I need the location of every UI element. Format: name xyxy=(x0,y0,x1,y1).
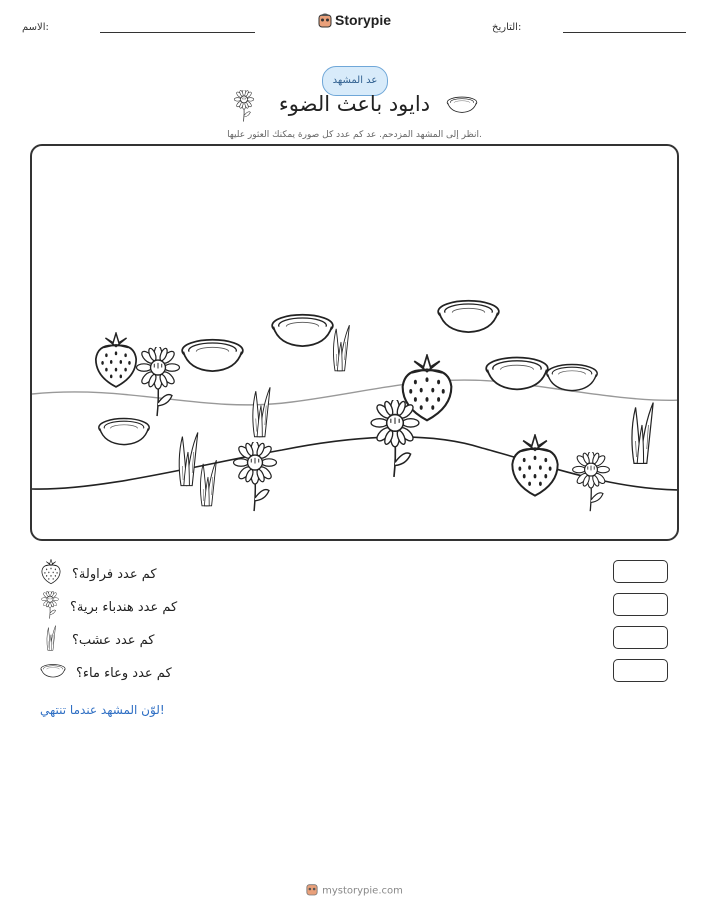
grass[interactable] xyxy=(253,387,270,436)
question-text: كم عدد عشب؟ xyxy=(72,632,155,648)
dandelion[interactable] xyxy=(371,399,419,477)
grass[interactable] xyxy=(632,403,653,464)
dandelion-icon xyxy=(40,591,60,623)
water-bowl-icon xyxy=(40,663,66,683)
storypie-logo-icon xyxy=(306,882,318,899)
grass[interactable] xyxy=(200,460,216,506)
date-line[interactable] xyxy=(563,32,686,33)
dandelion[interactable] xyxy=(573,451,610,511)
water-bowl[interactable] xyxy=(272,315,333,346)
question-row-water-bowl xyxy=(40,660,340,686)
date-label: التاريخ: xyxy=(492,22,522,33)
water-bowl[interactable] xyxy=(486,358,548,390)
dandelion[interactable] xyxy=(137,346,180,416)
page-title: دايود باعث الضوء xyxy=(278,92,431,116)
answer-box-grass[interactable] xyxy=(613,626,668,649)
grass[interactable] xyxy=(333,325,349,371)
water-bowl[interactable] xyxy=(99,419,149,445)
footer xyxy=(0,882,709,899)
answer-box-water-bowl[interactable] xyxy=(613,659,668,682)
name-label: الاسم: xyxy=(22,22,49,33)
brand xyxy=(0,12,709,31)
grass-icon xyxy=(44,625,58,655)
question-text: كم عدد وعاء ماء؟ xyxy=(76,665,172,681)
name-line[interactable] xyxy=(100,32,255,33)
brand-name: Storypie xyxy=(334,12,391,29)
question-text: كم عدد فراولة؟ xyxy=(72,566,157,582)
strawberry-icon xyxy=(40,559,62,589)
activity-badge: عد المشهد xyxy=(322,66,388,96)
instructions: انظر إلى المشهد المزدحم. عد كم عدد كل صورة يمكنك العثور عليها. xyxy=(227,130,482,140)
strawberry[interactable] xyxy=(96,333,136,387)
water-bowl[interactable] xyxy=(547,365,597,391)
answer-box-strawberry[interactable] xyxy=(613,560,668,583)
title-bowl-icon xyxy=(446,96,478,118)
color-instruction: لوّن المشهد عندما تنتهي! xyxy=(40,703,165,717)
dandelion[interactable] xyxy=(234,441,277,511)
question-text: كم عدد هندباء برية؟ xyxy=(70,599,178,615)
water-bowl[interactable] xyxy=(182,340,243,371)
footer-url[interactable]: mystorypie.com xyxy=(322,885,403,897)
storypie-logo-icon xyxy=(318,12,332,31)
counting-scene xyxy=(30,144,679,541)
question-row-grass xyxy=(40,627,340,653)
answer-box-dandelion[interactable] xyxy=(613,593,668,616)
grass[interactable] xyxy=(179,432,198,485)
question-row-strawberry xyxy=(40,561,340,587)
water-bowl[interactable] xyxy=(438,301,499,332)
question-row-dandelion xyxy=(40,594,340,620)
strawberry[interactable] xyxy=(512,435,557,495)
